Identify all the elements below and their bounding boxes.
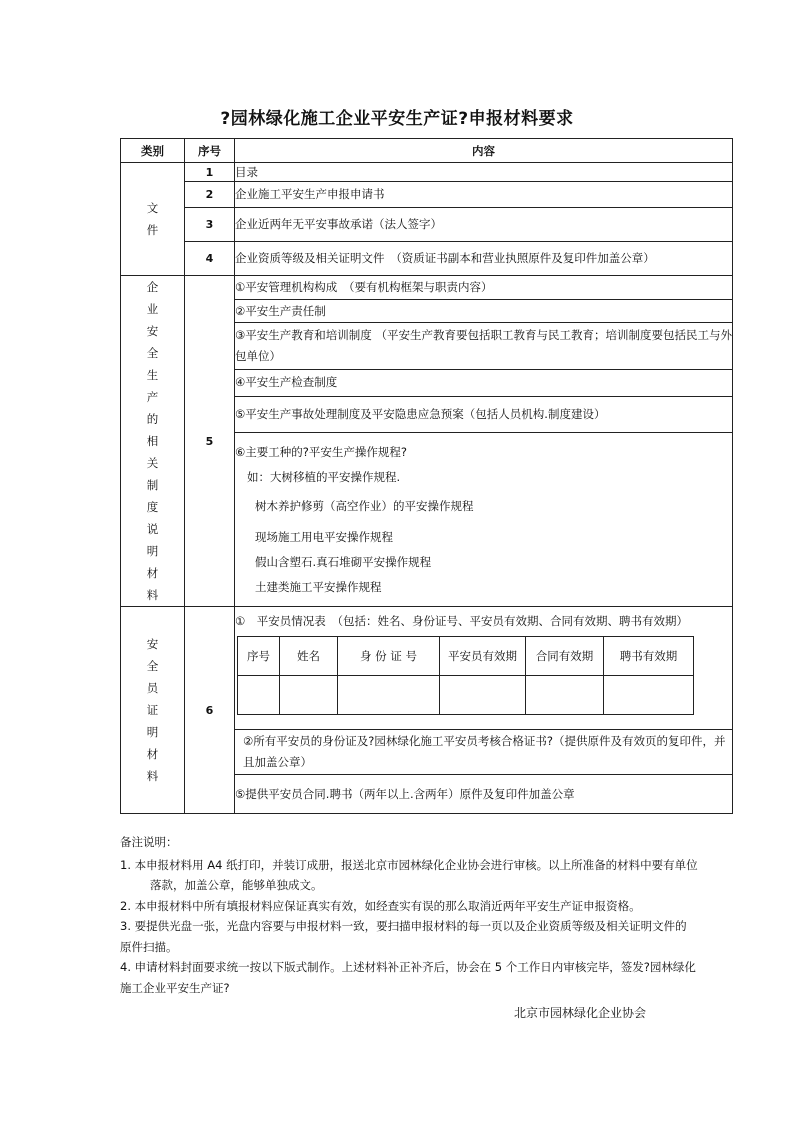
category-char: 企 (146, 280, 159, 294)
note-line: 4. 申请材料封面要求统一按以下版式制作。上述材料补正补齐后，协会在 5 个工作日内审核完毕，签发?园林绿化 (120, 960, 696, 974)
category-char: 安 (146, 324, 159, 338)
inner-cell (338, 676, 440, 715)
notes-section (120, 832, 740, 998)
category-char: 证 (146, 703, 159, 717)
operation-rules-heading: ⑥主要工种的?平安生产操作规程? (235, 444, 408, 459)
inner-header-row (238, 637, 694, 676)
inner-cell (280, 676, 338, 715)
category-char: 全 (146, 659, 159, 673)
category-char: 生 (146, 368, 159, 382)
inner-header: 平安员有效期 (440, 637, 526, 676)
note-line: 3. 要提供光盘一张，光盘内容要与申报材料一致，要扫描申报材料的每一页以及企业资质等级及相关证明文件的 (120, 919, 687, 933)
category-char: 材 (146, 747, 159, 761)
operation-rules-cell (235, 433, 733, 607)
row-content: 企业近两年无平安事故承诺（法人签字） (235, 208, 733, 242)
category-safety-officer (121, 607, 185, 814)
table-row (121, 276, 733, 300)
inner-header: 姓名 (280, 637, 338, 676)
row-content: 目录 (235, 163, 733, 182)
table-row (121, 163, 733, 182)
row-content: ②所有平安员的身份证及?园林绿化施工平安员考核合格证书?（提供原件及有效页的复印件，并且加盖公章） (235, 730, 733, 775)
row-content: 企业资质等级及相关证明文件 （资质证书副本和营业执照原件及复印件加盖公章） (235, 242, 733, 276)
header-number: 序号 (185, 139, 235, 163)
category-safety-rules (121, 276, 185, 607)
table-row (121, 607, 733, 730)
table-row (121, 242, 733, 276)
inner-header: 聘书有效期 (604, 637, 694, 676)
row-content: ②平安生产责任制 (235, 299, 733, 323)
inner-empty-row (238, 676, 694, 715)
header-content: 内容 (235, 139, 733, 163)
category-char: 说 (146, 522, 159, 536)
category-char: 关 (146, 456, 159, 470)
row-number: 1 (185, 163, 235, 182)
row-content: ⑤提供平安员合同.聘书（两年以上.含两年）原件及复印件加盖公章 (235, 775, 733, 814)
category-char: 文 (146, 201, 159, 215)
row-number: 6 (185, 607, 235, 814)
header-category: 类别 (121, 139, 185, 163)
category-char: 产 (146, 390, 159, 404)
inner-header: 合同有效期 (526, 637, 604, 676)
notes-heading: 备注说明： (120, 835, 178, 849)
table-row (121, 182, 733, 208)
inner-cell (526, 676, 604, 715)
operation-rule-line: 现场施工用电平安操作规程 (255, 529, 393, 544)
category-char: 的 (146, 412, 159, 426)
category-char: 安 (146, 637, 159, 651)
row-number: 3 (185, 208, 235, 242)
table-row (121, 208, 733, 242)
officer-info-cell (235, 607, 733, 730)
row-number: 4 (185, 242, 235, 276)
note-line: 2. 本申报材料中所有填报材料应保证真实有效，如经查实有误的那么取消近两年平安生产证申报资格。 (120, 898, 641, 913)
row-number: 5 (185, 276, 235, 607)
category-char: 制 (146, 478, 159, 492)
row-content: ③平安生产教育和培训制度 （平安生产教育要包括职工教育与民工教育；培训制度要包括民工与外包单位） (235, 323, 733, 369)
category-char: 全 (146, 346, 159, 360)
inner-cell (440, 676, 526, 715)
inner-cell (238, 676, 280, 715)
row-content: ①平安管理机构构成 （要有机构框架与职责内容） (235, 276, 733, 300)
category-char: 业 (146, 302, 159, 316)
operation-rule-line: 土建类施工平安操作规程 (255, 579, 382, 594)
note-line: 落款，加盖公章，能够单独成文。 (150, 878, 323, 892)
page-title: ?园林绿化施工企业平安生产证?申报材料要求 (220, 109, 574, 129)
operation-rule-line: 树木养护修剪（高空作业）的平安操作规程 (255, 498, 474, 513)
category-char: 相 (146, 434, 159, 448)
row-content: 企业施工平安生产申报申请书 (235, 182, 733, 208)
note-line: 施工企业平安生产证? (120, 980, 230, 995)
row-number: 2 (185, 182, 235, 208)
category-char: 料 (146, 769, 159, 783)
category-char: 度 (146, 500, 159, 514)
row-content: ④平安生产检查制度 (235, 369, 733, 396)
inner-cell (604, 676, 694, 715)
row-content: ⑤平安生产事故处理制度及平安隐患应急预案（包括人员机构.制度建设） (235, 396, 733, 433)
inner-header: 身 份 证 号 (338, 637, 440, 676)
note-line: 1. 本申报材料用 A4 纸打印，并装订成册，报送北京市园林绿化企业协会进行审核。以上所准备的材料中要有单位 (120, 857, 698, 872)
table-header-row (121, 139, 733, 163)
operation-rule-line: 如：大树移植的平安操作规程. (247, 469, 401, 484)
category-char: 明 (146, 725, 159, 739)
category-char: 料 (146, 588, 159, 602)
category-char: 员 (146, 681, 159, 695)
category-documents (121, 163, 185, 276)
note-line: 原件扫描。 (120, 939, 178, 954)
category-char: 明 (146, 544, 159, 558)
requirements-table (120, 138, 733, 814)
officer-info-heading: ① 平安员情况表 （包括：姓名、身份证号、平安员有效期、合同有效期、聘书有效期） (235, 614, 689, 628)
signature: 北京市园林绿化企业协会 (514, 1006, 647, 1020)
officer-info-table (237, 636, 694, 715)
operation-rule-line: 假山含塑石.真石堆砌平安操作规程 (255, 554, 432, 569)
category-char: 件 (146, 223, 159, 237)
category-char: 材 (146, 566, 159, 580)
inner-header: 序号 (238, 637, 280, 676)
